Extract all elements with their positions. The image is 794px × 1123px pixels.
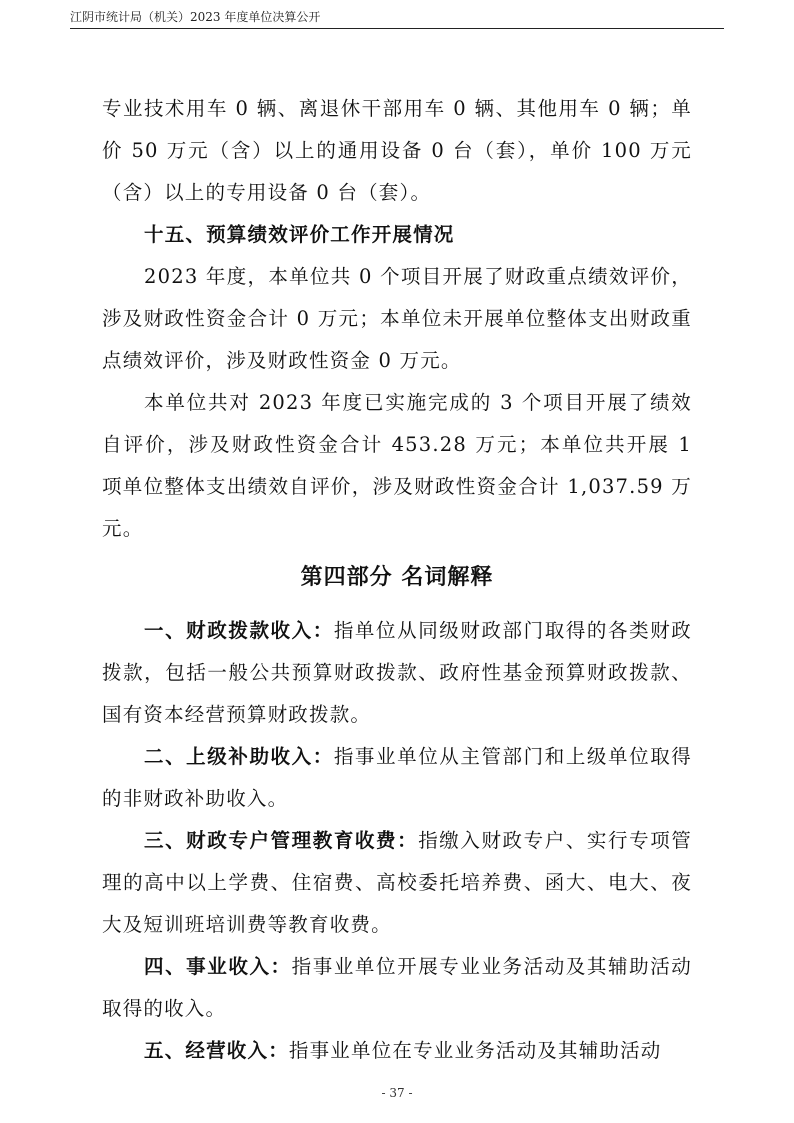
page-content xyxy=(102,88,692,1072)
heading-15: 十五、预算绩效评价工作开展情况 xyxy=(144,223,455,246)
header-rule xyxy=(70,28,724,29)
definition-term: 一、财政拨款收入： xyxy=(144,619,334,642)
section-title: 第四部分 名词解释 xyxy=(300,565,494,590)
page-header: 江阴市统计局（机关）2023 年度单位决算公开 xyxy=(70,10,321,24)
definition-term: 四、事业收入： xyxy=(144,955,292,978)
definition-text: 指缴入财政专户、实行专项管理的高中以上学费、住宿费、高校委托培养费、函大、电大、夜大及短训班培训费等教育收费。 xyxy=(102,829,692,936)
definition-term: 二、上级补助收入： xyxy=(144,745,334,768)
paragraph-key-evaluation: 2023 年度，本单位共 0 个项目开展了财政重点绩效评价，涉及财政性资金合计 0 万元；本单位未开展单位整体支出财政重点绩效评价，涉及财政性资金 0 万元。 xyxy=(102,265,692,372)
definition-term: 五、经营收入： xyxy=(144,1039,289,1062)
definition-text: 指事业单位开展专业业务活动及其辅助活动取得的收入。 xyxy=(102,955,692,1020)
definition-item xyxy=(102,736,692,820)
definition-item xyxy=(102,820,692,946)
paragraph-vehicles: 专业技术用车 0 辆、离退休干部用车 0 辆、其他用车 0 辆；单价 50 万元（含）以上的通用设备 0 台（套），单价 100 万元（含）以上的专用设备 0 台（套）。 xyxy=(102,97,692,204)
page-number: - 37 - xyxy=(381,1086,413,1100)
definition-item xyxy=(102,946,692,1030)
definition-text: 指事业单位从主管部门和上级单位取得的非财政补助收入。 xyxy=(102,745,692,810)
definition-text: 指单位从同级财政部门取得的各类财政拨款，包括一般公共预算财政拨款、政府性基金预算财政拨款、国有资本经营预算财政拨款。 xyxy=(102,619,692,726)
paragraph-self-evaluation: 本单位共对 2023 年度已实施完成的 3 个项目开展了绩效自评价，涉及财政性资金合计 453.28 万元；本单位共开展 1 项单位整体支出绩效自评价，涉及财政性资金合计 1,037.59 万元。 xyxy=(102,391,692,540)
definition-text: 指事业单位在专业业务活动及其辅助活动 xyxy=(288,1039,662,1062)
definition-item xyxy=(102,1030,692,1072)
definition-term: 三、财政专户管理教育收费： xyxy=(144,829,419,852)
definition-item xyxy=(102,610,692,736)
